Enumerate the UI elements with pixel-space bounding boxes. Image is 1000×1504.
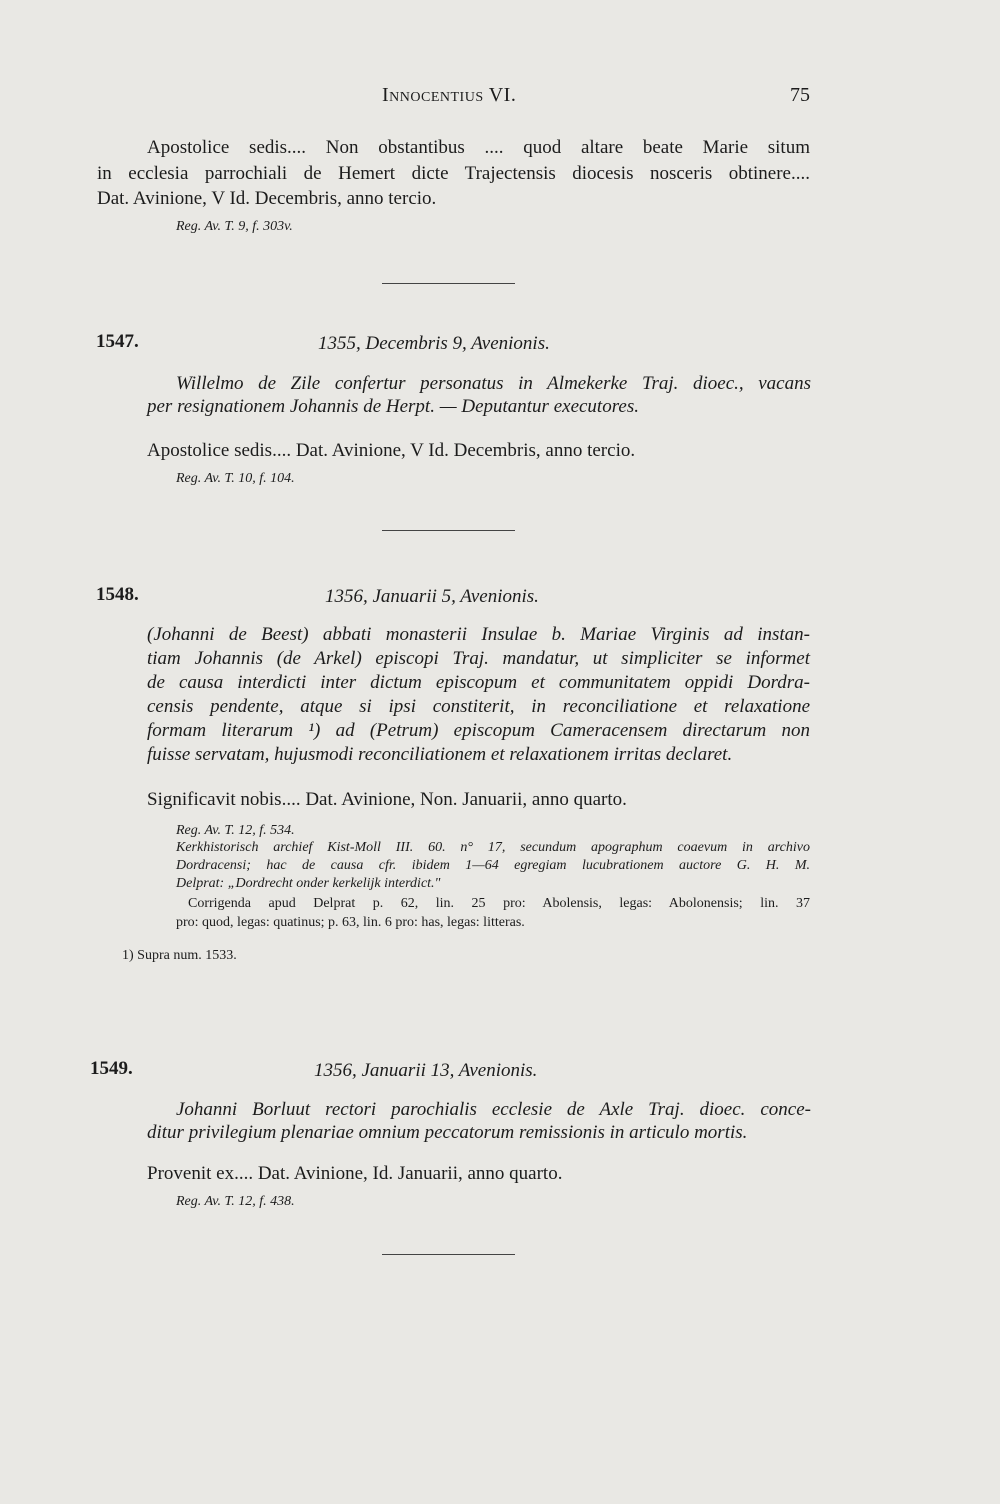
separator-rule xyxy=(382,283,515,284)
entry-text: Apostolice sedis.... Dat. Avinione, V Id. Decembris, anno tercio. xyxy=(147,440,636,461)
top-entry-line-3: Dat. Avinione, V Id. Decembris, anno tercio. xyxy=(97,188,437,209)
entry-reference: Delprat: „Dordrecht onder kerkelijk interdict." xyxy=(176,876,441,891)
entry-number: 1548. xyxy=(96,584,139,605)
entry-reference: Reg. Av. T. 12, f. 534. xyxy=(176,823,295,838)
top-entry-line-1: Apostolice sedis.... Non obstantibus .... quod altare beate Marie situm xyxy=(147,137,810,158)
entry-reference: pro: quod, legas: quatinus; p. 63, lin. 6 pro: has, legas: litteras. xyxy=(176,915,525,930)
entry-reference: Reg. Av. T. 12, f. 438. xyxy=(176,1194,295,1209)
entry-date: 1356, Januarii 5, Avenionis. xyxy=(325,586,539,607)
entry-summary-line: tiam Johannis (de Arkel) episcopi Traj. mandatur, ut simpliciter se informet xyxy=(147,648,810,669)
entry-summary-line: de causa interdicti inter dictum episcopum et communitatem oppidi Dordra- xyxy=(147,672,810,693)
entry-summary-line: Johanni Borluut rectori parochialis ecclesie de Axle Traj. dioec. conce- xyxy=(176,1099,811,1120)
separator-rule xyxy=(382,1254,515,1255)
entry-number: 1549. xyxy=(90,1058,133,1079)
entry-reference: Reg. Av. T. 10, f. 104. xyxy=(176,471,295,486)
separator-rule xyxy=(382,530,515,531)
entry-reference: Dordracensi; hac de causa cfr. ibidem 1—64 egregiam lucubrationem auctore G. H. M. xyxy=(176,858,810,873)
entry-number: 1547. xyxy=(96,331,139,352)
entry-summary-line: formam literarum ¹) ad (Petrum) episcopum Cameracensem directarum non xyxy=(147,720,810,741)
footnote: 1) Supra num. 1533. xyxy=(122,948,237,963)
entry-summary-line: per resignationem Johannis de Herpt. — Deputantur executores. xyxy=(147,396,639,417)
top-entry-reference: Reg. Av. T. 9, f. 303v. xyxy=(176,219,293,234)
entry-date: 1356, Januarii 13, Avenionis. xyxy=(314,1060,538,1081)
running-header: Innocentius VI. xyxy=(382,84,517,106)
entry-summary-line: fuisse servatam, hujusmodi reconciliationem et relaxationem irritas declaret. xyxy=(147,744,733,765)
entry-reference: Kerkhistorisch archief Kist-Moll III. 60. n° 17, secundum apographum coaevum in archivo xyxy=(176,840,810,855)
entry-summary-line: (Johanni de Beest) abbati monasterii Insulae b. Mariae Virginis ad instan- xyxy=(147,624,810,645)
entry-summary-line: ditur privilegium plenariae omnium peccatorum remissionis in articulo mortis. xyxy=(147,1122,748,1143)
entry-reference: Corrigenda apud Delprat p. 62, lin. 25 pro: Abolensis, legas: Abolonensis; lin. 37 xyxy=(188,896,810,911)
top-entry-line-2: in ecclesia parrochiali de Hemert dicte Trajectensis diocesis nosceris obtinere.... xyxy=(97,163,810,184)
entry-summary-line: Willelmo de Zile confertur personatus in Almekerke Traj. dioec., vacans xyxy=(176,373,811,394)
entry-text: Provenit ex.... Dat. Avinione, Id. Januarii, anno quarto. xyxy=(147,1163,563,1184)
entry-summary-line: censis pendente, atque si ipsi constiterit, in reconciliatione et relaxatione xyxy=(147,696,810,717)
page-number: 75 xyxy=(790,84,810,106)
entry-date: 1355, Decembris 9, Avenionis. xyxy=(318,333,550,354)
entry-text: Significavit nobis.... Dat. Avinione, Non. Januarii, anno quarto. xyxy=(147,789,627,810)
